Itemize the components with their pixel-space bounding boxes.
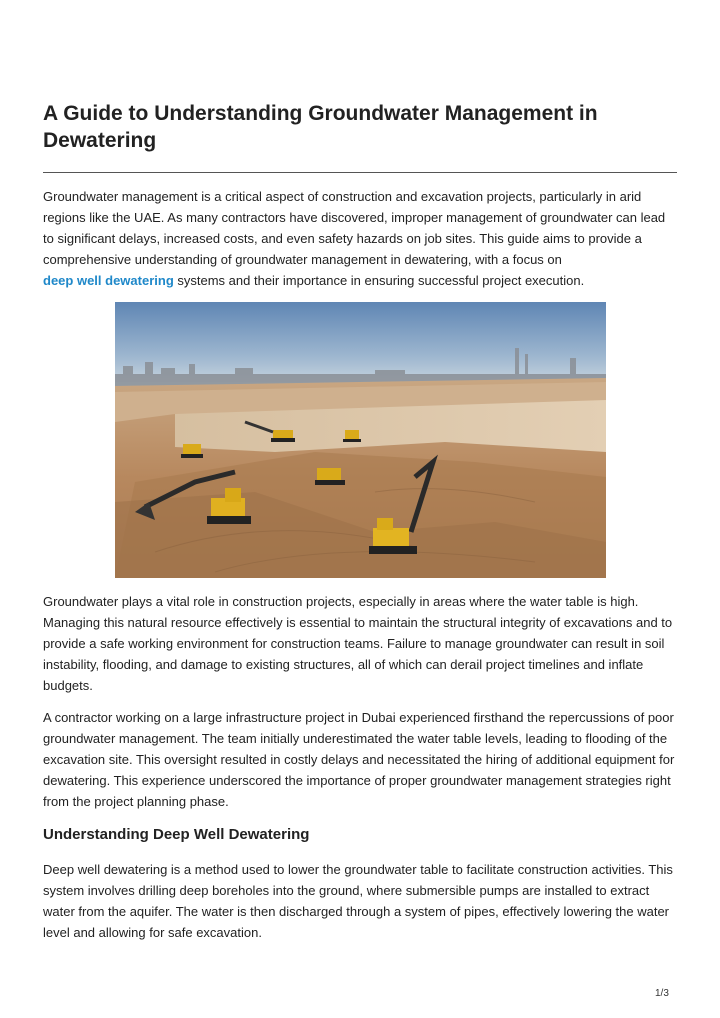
intro-text-after: systems and their importance in ensuring successful project execution.	[177, 273, 585, 288]
body-paragraph-4: Deep well dewatering is a method used to lower the groundwater table to facilitate construction activities. This system involves drilling deep boreholes into the ground, where submersible pumps are installed to extract water from the aquifer. The water is then discharged through a system of pipes, effectively lowering the water level and allowing for safe excavation.	[43, 862, 673, 940]
section-heading: Understanding Deep Well Dewatering	[43, 826, 310, 843]
body-paragraph-2: Groundwater plays a vital role in construction projects, especially in areas where the water table is high. Managing this natural resource effectively is essential to maintain the structural integrity of excavations and to provide a safe working environment for construction teams. Failure to manage groundwater can result in soil instability, flooding, and damage to existing structures, all of which can derail project timelines and inflate budgets.	[43, 594, 673, 693]
page-title: A Guide to Understanding Groundwater Management in Dewatering	[43, 102, 598, 152]
intro-paragraph	[43, 186, 679, 291]
body-paragraph-3: A contractor working on a large infrastructure project in Dubai experienced firsthand the repercussions of poor groundwater management. The team initially underestimated the water table levels, leading to flooding of the excavation site. This oversight resulted in costly delays and necessitated the hiring of additional equipment for dewatering. This experience underscored the importance of proper groundwater management strategies right from the project planning phase.	[43, 710, 675, 809]
page-number: 1/3	[655, 988, 669, 999]
title-divider	[43, 172, 677, 173]
intro-text-before: Groundwater management is a critical aspect of construction and excavation projects, particularly in arid regions like the UAE. As many contractors have discovered, improper management of groundwater can lead to significant delays, increased costs, and even safety hazards on job sites. This guide aims to provide a comprehensive understanding of groundwater management in dewatering, with a focus on	[43, 189, 666, 267]
deep-well-dewatering-link[interactable]: deep well dewatering	[43, 273, 174, 288]
excavation-site-photo	[115, 302, 606, 578]
